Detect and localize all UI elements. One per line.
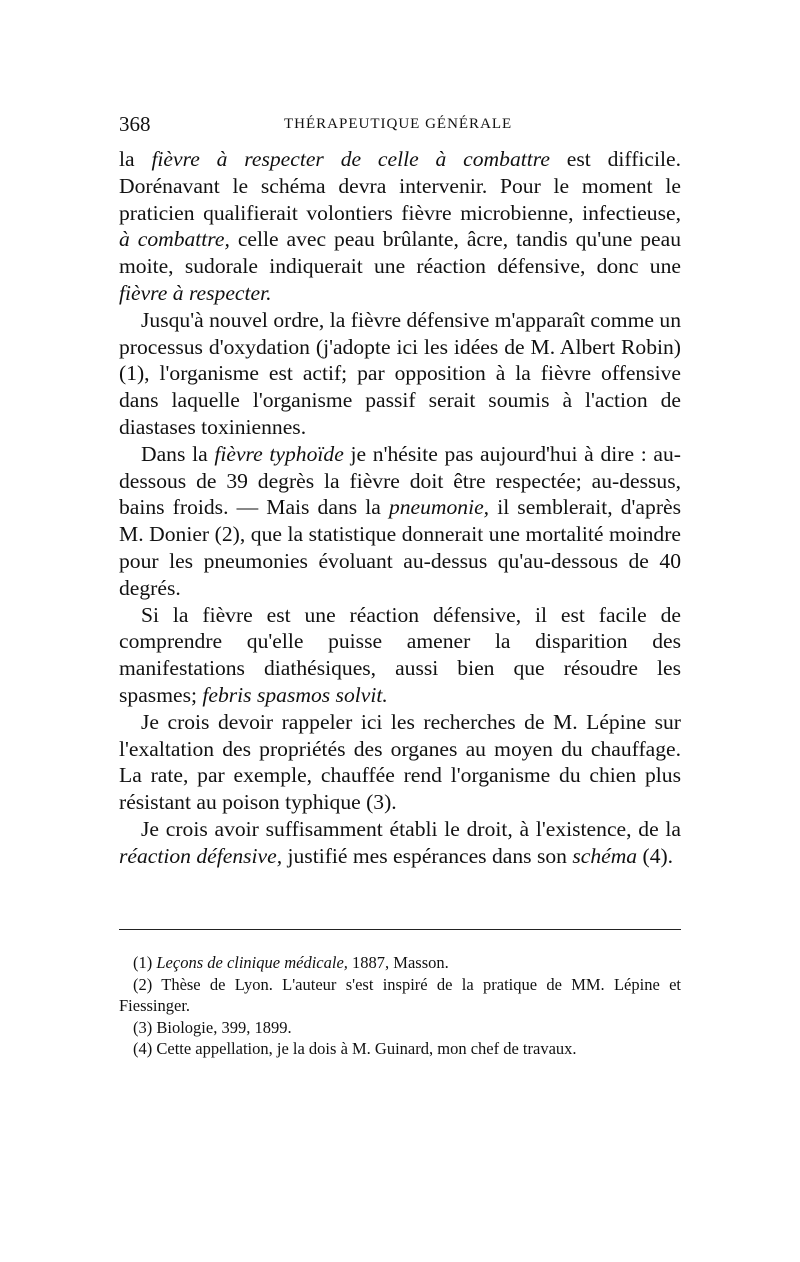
paragraph-5: Je crois devoir rappeler ici les recherches de M. Lépine sur l'exaltation des propriétés des organes au moyen du chauffage. La rate, par exemple, chauffée rend l'organisme du chien plus résistant au poison typhique (3).: [119, 709, 681, 815]
italic-run: febris spasmos solvit.: [202, 682, 388, 707]
text-run: justifié mes espérances dans son: [282, 843, 573, 868]
text-run: la: [119, 147, 152, 171]
text-run: (1): [133, 953, 157, 972]
paragraph-6: [119, 816, 681, 870]
footnote-1: [119, 952, 681, 974]
paragraph-1: [119, 146, 681, 307]
text-run: Dans la: [141, 441, 215, 466]
body-text: [119, 146, 681, 870]
text-run: il semblerait, d'après M. Donier (2), que la statistique donnerait une mortalité moindre pour les pneumonies évoluant au-dessus qu'au-dessous de 40 degrés.: [119, 495, 681, 600]
italic-run: fièvre à respecter.: [119, 280, 272, 305]
text-run: je n'hésite pas aujourd'hui à dire : au-dessous de 39 degrès la fièvre doit être respectée; au-dessus, bains froids. — Mais dans la: [119, 441, 682, 520]
footnote-3: (3) Biologie, 399, 1899.: [133, 1017, 292, 1037]
text-run: celle avec peau brûlante, âcre, tandis qu'une peau moite, sudorale indiquerait une réaction défensive, donc une: [119, 227, 682, 279]
text-run: est difficile. Dorénavant le schéma devra intervenir. Pour le moment le praticien qualifierait volontiers fièvre microbienne, infectieuse,: [119, 147, 681, 225]
text-run: 1887, Masson.: [347, 953, 449, 972]
italic-run: réaction défensive,: [119, 843, 283, 868]
footnote-divider: [119, 929, 681, 930]
italic-run: fièvre à respecter de celle à combattre: [151, 147, 550, 171]
footnote-4: (4) Cette appellation, je la dois à M. Guinard, mon chef de travaux.: [133, 1039, 577, 1059]
footnote-2: (2) Thèse de Lyon. L'auteur s'est inspiré de la pratique de MM. Lépine et Fiessinger.: [119, 974, 681, 1016]
text-run: Si la fièvre est une réaction défensive, il est facile de comprendre qu'elle puisse amener la disparition des manifestations diathésiques, aussi bien que résoudre les spasmes;: [119, 602, 681, 707]
footnotes: [119, 952, 681, 1060]
italic-run: schéma: [572, 843, 638, 868]
text-run: Je crois avoir suffisamment établi le droit, à l'existence, de la: [141, 816, 681, 841]
italic-run: à combattre,: [119, 227, 230, 252]
page-number: 368: [119, 112, 151, 136]
paragraph-2: Jusqu'à nouvel ordre, la fièvre défensive m'apparaît comme un processus d'oxydation (j'adopte ici les idées de M. Albert Robin) (1), l'organisme est actif; par opposition à la fièvre offensive dans laquelle l'organisme passif serait soumis à l'action de diastases toxiniennes.: [119, 307, 681, 439]
text-run: (4).: [637, 843, 674, 868]
italic-run: fièvre typhoïde: [214, 441, 344, 466]
italic-run: pneumonie,: [388, 495, 490, 520]
italic-run: Leçons de clinique médicale,: [156, 953, 348, 972]
paragraph-4: [119, 602, 681, 709]
page-header: [119, 112, 679, 142]
running-title: THÉRAPEUTIQUE GÉNÉRALE: [284, 116, 513, 132]
paragraph-3: [119, 441, 681, 602]
